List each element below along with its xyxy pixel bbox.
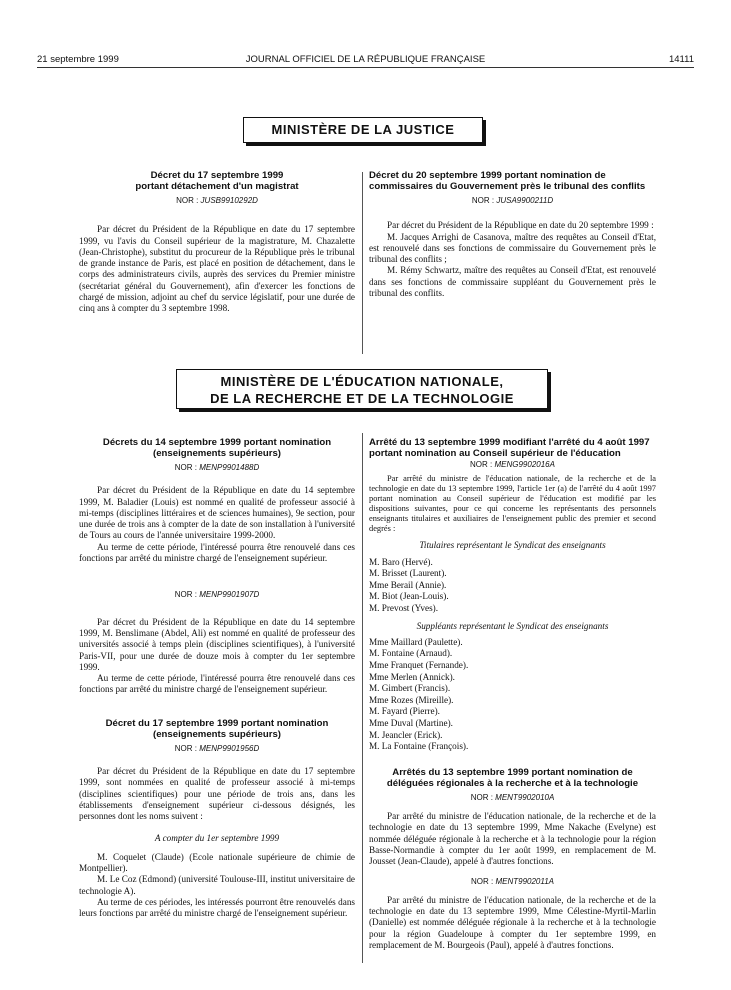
decree-body: Par décret du Président de la République en date du 17 septembre 1999, vu l'avis du Conseil supérieur de la magistrature, M. Chazalette (Jean-Christophe), substitut du procureur de la République près le tribunal de grande instance de Paris, est placé en position de détachement, dans le corps des administrateurs civils, auprès des services du Premier ministre (secrétariat général du Gouvernement), afin d'exercer les fonctions de chargé de mission, adjoint au chef du service législatif, pour une durée de cinq ans à compter du 3 septembre 1998.: [79, 224, 355, 314]
nor-reference: [369, 195, 656, 206]
decree-paragraph: Par arrêté du ministre de l'éducation nationale, de la recherche et de la technologie en date du 13 septembre 1999, Mme Célestine-Myrtil-Marlin (Danielle) est nommée déléguée régionale à la recherche et à la technologie pour la région Guadeloupe à compter du 1er septembre 1999, en remplacement de M. Bourgeois (Paul), appelé à d'autres fonctions.: [369, 894, 656, 951]
decree-title: Arrêtés du 13 septembre 1999 portant nomination de déléguées régionales à la recherche et à la technologie: [386, 766, 639, 789]
decree-title-line2: (enseignements supérieurs): [153, 448, 281, 459]
decree-title: Arrêté du 13 septembre 1999 modifiant l'arrêté du 4 août 1997 portant nomination au Conseil supérieur de l'éducation: [369, 437, 650, 459]
member-name: M. Brisset (Laurent).: [369, 568, 447, 579]
ministry-education-heading: [176, 369, 548, 409]
nor-label: NOR :: [471, 196, 495, 205]
header-journal-title: JOURNAL OFFICIEL DE LA RÉPUBLIQUE FRANÇAISE: [245, 54, 486, 65]
decree-paragraph: M. Rémy Schwartz, maître des requêtes au Conseil d'Etat, est renouvelé dans ses fonctions de commissaire suppléant du Gouvernement près le tribunal des conflits.: [369, 265, 656, 299]
decree-title-line1: Décrets du 14 septembre 1999 portant nomination: [102, 437, 332, 448]
nor-code: MENP9901956D: [199, 743, 260, 753]
decree-paragraph: Par arrêté du ministre de l'éducation nationale, de la recherche et de la technologie en date du 13 septembre 1999, Mme Nakache (Evelyne) est nommée déléguée régionale à la recherche et à la technologie pour la région Basse-Normandie à compter du 1er août 1999, en remplacement de M. Jousset (Jean-Claude), appelé à d'autres fonctions.: [369, 811, 656, 867]
nor-code: MENP9901488D: [199, 463, 260, 472]
ministry-heading-line2: DE LA RECHERCHE ET DE LA TECHNOLOGIE: [210, 391, 514, 406]
member-name: M. Baro (Hervé).: [369, 556, 433, 567]
member-name: M. Gimbert (Francis).: [369, 683, 451, 694]
header-page-number: 14111: [668, 54, 694, 65]
decree-paragraph: Par décret du Président de la République en date du 14 septembre 1999, M. Benslimane (Abdel, Ali) est nommé en qualité de professeur des universités associé à temps plein (disciplines scientifiques), à l'université Paris-VII, pour une durée de douze mois à compter du 1er septembre 1999.: [79, 616, 355, 672]
nor-reference: [79, 743, 355, 754]
member-name: M. La Fontaine (François).: [369, 741, 469, 752]
decree-paragraph: Par décret du Président de la République en date du 14 septembre 1999, M. Baladier (Louis) est nommé en qualité de professeur associé à mi-temps (disciplines littéraires et de sciences humaines), 9e section, pour une durée de trois ans à compter de la date de son installation à l'université de Tours au cours de l'année universitaire 1999-2000.: [79, 485, 355, 541]
nor-reference: [369, 792, 656, 803]
titulaires-list: [369, 557, 656, 615]
member-name: Mme Duval (Martine).: [369, 718, 453, 729]
decree-paragraph: Par décret du Président de la République en date du 17 septembre 1999, sont nommées en qualité de professeur associé à mi-temps (disciplines scientifiques) pour une période de trois ans, dans les établissements d'enseignement supérieur ci-dessous désignés, les personnes dont les noms suivent :: [79, 766, 355, 822]
decree-paragraph: M. Jacques Arrighi de Casanova, maître des requêtes au Conseil d'Etat, est renouvelé dans ses fonctions de commissaire du Gouvernement près le tribunal des conflits ;: [369, 231, 656, 265]
decree-title-line2: portant détachement d'un magistrat: [135, 181, 299, 192]
decree-paragraph: Au terme de ces périodes, les intéressés pourront être renouvelés dans leurs fonctions par arrêté du ministre chargé de l'enseignement supérieur.: [79, 897, 355, 919]
decree-title: [79, 718, 355, 740]
titulaires-subheading: Titulaires représentant le Syndicat des enseignants: [419, 540, 606, 551]
nor-code: JUSB9910292D: [200, 196, 258, 205]
nor-label: NOR :: [470, 876, 494, 886]
header-date: 21 septembre 1999: [37, 54, 119, 65]
decree-title: [79, 170, 355, 192]
nor-reference: [79, 462, 355, 473]
ministry-heading-line1: MINISTÈRE DE L'ÉDUCATION NATIONALE,: [220, 374, 504, 389]
member-name: Mme Franquet (Fernande).: [369, 660, 469, 671]
nor-code: MENG9902016A: [494, 460, 555, 469]
header-rule: [37, 67, 694, 68]
decree-paragraph: M. Le Coz (Edmond) (université Toulouse-III, institut universitaire de technologie A).: [79, 874, 355, 896]
member-name: Mme Berail (Annie).: [369, 579, 447, 590]
member-name: Mme Merlen (Annick).: [369, 671, 455, 682]
effective-date-subheading: A compter du 1er septembre 1999: [154, 832, 280, 843]
member-name: Mme Rozes (Mireille).: [369, 694, 454, 705]
education-right-column: [369, 437, 656, 951]
member-name: M. Prevost (Yves).: [369, 602, 438, 613]
nor-label: NOR :: [174, 463, 197, 472]
member-name: M. Fayard (Pierre).: [369, 706, 440, 717]
column-divider: [362, 172, 363, 354]
page-header: [37, 54, 694, 68]
member-name: Mme Maillard (Paulette).: [369, 636, 463, 647]
decree-paragraph: M. Coquelet (Claude) (Ecole nationale supérieure de chimie de Montpellier).: [79, 851, 355, 874]
decree-title: Décret du 20 septembre 1999 portant nomination de commissaires du Gouvernement près le tribunal des conflits: [369, 170, 646, 192]
nor-label: NOR :: [174, 743, 197, 753]
member-name: M. Fontaine (Arnaud).: [369, 648, 453, 659]
justice-left-column: [79, 170, 355, 315]
member-name: M. Biot (Jean-Louis).: [369, 591, 449, 602]
decree-title-line1: Décret du 17 septembre 1999 portant nomination: [105, 717, 329, 729]
nor-reference: [79, 589, 355, 600]
nor-label: NOR :: [470, 460, 493, 469]
ministry-justice-heading: MINISTÈRE DE LA JUSTICE: [243, 117, 483, 143]
decree-title-line2: (enseignements supérieurs): [153, 728, 281, 740]
member-name: M. Jeancler (Erick).: [369, 729, 443, 740]
decree-paragraph: Au terme de cette période, l'intéressé pourra être renouvelé dans ces fonctions par arrêté du ministre chargé de l'enseignement supérieur.: [79, 541, 355, 564]
nor-code: MENT9902011A: [495, 876, 555, 886]
nor-label: NOR :: [174, 590, 197, 600]
suppleants-subheading: Suppléants représentant le Syndicat des enseignants: [416, 620, 609, 631]
nor-reference: [369, 459, 656, 470]
suppleants-list: [369, 637, 656, 753]
decree-title: [79, 437, 355, 459]
nor-code: JUSA9900211D: [496, 196, 554, 205]
nor-reference: [79, 195, 355, 206]
decree-paragraph: Par décret du Président de la République en date du 20 septembre 1999 :: [387, 220, 654, 231]
decree-paragraph: Par arrêté du ministre de l'éducation nationale, de la recherche et de la technologie en date du 13 septembre 1999, l'article 1er (a) de l'arrêté du 4 août 1997 portant nomination au Conseil supérieur de l'éducation est modifié par les dispositions suivantes, pour ce qui concerne les représentants des personnels enseignants titulaires et auxiliaires de l'enseignement public des premier et second degrés :: [369, 474, 656, 534]
education-left-column: [79, 437, 355, 920]
column-divider: [362, 433, 363, 963]
decree-paragraph: Au terme de cette période, l'intéressé pourra être renouvelé dans ces fonctions par arrêté du ministre chargé de l'enseignement supérieur.: [79, 673, 355, 695]
nor-reference: [369, 876, 656, 887]
justice-right-column: [369, 170, 656, 299]
nor-code: MENP9901907D: [199, 590, 260, 600]
nor-label: NOR :: [470, 792, 493, 802]
decree-title-line1: Décret du 17 septembre 1999: [150, 170, 284, 181]
nor-label: NOR :: [176, 196, 199, 205]
nor-code: MENT9902010A: [495, 792, 555, 802]
